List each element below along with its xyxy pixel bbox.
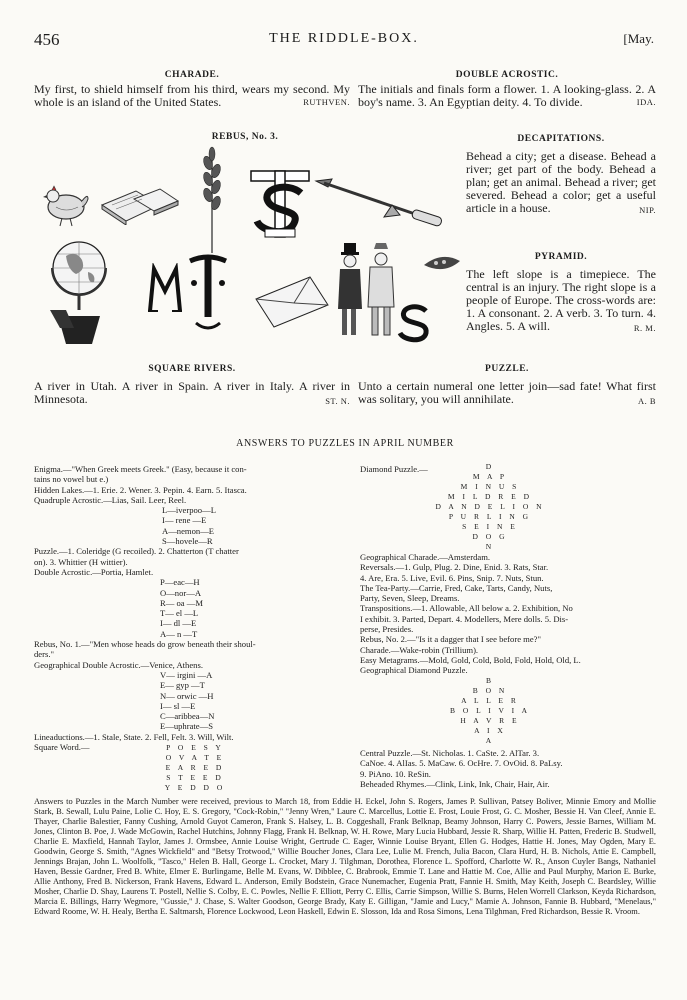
answer-line: 9. PiAno. 10. ReSin. xyxy=(360,768,431,779)
answer-line: Easy Metagrams.—Mold, Gold, Cold, Bold, Fold, Hold, Old, L. xyxy=(360,654,581,665)
answer-line: C—aribbea—N xyxy=(160,711,215,722)
answer-line: I— dl —E xyxy=(160,618,197,629)
books-icon xyxy=(98,183,180,225)
answers-title: ANSWERS TO PUZZLES IN APRIL NUMBER xyxy=(236,438,454,449)
answer-line: tains no vowel but e.) xyxy=(34,474,109,485)
answer-line: E—uphrate—S xyxy=(160,721,213,732)
page-number: 456 xyxy=(34,30,60,49)
answer-line: I— rene —E xyxy=(162,515,207,526)
answer-line: R— oa —M xyxy=(160,597,203,608)
decapitations-signature: NIP. xyxy=(639,205,656,215)
diamond-label: Diamond Puzzle.— xyxy=(360,464,428,474)
answer-line: Geographical Diamond Puzzle. xyxy=(360,665,468,676)
answer-line: S—hovele—R xyxy=(162,536,213,547)
decapitations-text: Behead a city; get a disease. Behead a river; get part of the body. Behead a plan; get an animal. Behead a river; get severed. Behead a color; get a useful article in a house. xyxy=(466,149,656,215)
puzzle-text: Unto a certain numeral one letter join—sad fate! What first was solitary, you will annihilate. xyxy=(358,379,656,406)
answer-line: Central Puzzle.—St. Nicholas. 1. CaSte. 2. AlTar. 3. xyxy=(360,748,540,758)
answer-line: ders." xyxy=(34,649,54,660)
answer-line: Enigma.—"When Greek meets Greek." (Easy, because it con- xyxy=(34,464,247,474)
page-header xyxy=(34,30,654,52)
running-title: THE RIDDLE-BOX. xyxy=(269,31,419,46)
answer-line: O—nor—A xyxy=(160,587,202,598)
answer-line: I exhibit. 3. Parted, Depart. 4. Modellers, Mere dolls. 5. Dis- xyxy=(360,613,569,624)
answer-line: Charade.—Wake-robin (Trillium). xyxy=(360,644,479,655)
answer-line: Geographical Double Acrostic.—Venice, Athens. xyxy=(34,659,203,670)
pyramid-title: PYRAMID. xyxy=(534,252,588,262)
answer-line: A— n —T xyxy=(160,628,198,639)
answer-line: The Tea-Party.—Carrie, Fred, Cake, Tarts, Candy, Nuts, xyxy=(360,582,553,593)
puzzle-signature: A. B xyxy=(637,396,656,406)
answer-line: L—iverpoo—L xyxy=(162,505,216,516)
answer-line: N— orwic —H xyxy=(160,690,214,701)
answer-line: Puzzle.—1. Coleridge (G recoiled). 2. Chatterton (T chatter xyxy=(34,546,239,557)
two-men-icon xyxy=(334,239,402,339)
geographical-diamond-grid: B B O N A L L E R B O L I V I A H A V R E A I X A xyxy=(449,676,531,745)
answer-line: T— el —L xyxy=(160,608,199,619)
double-acrostic-text: The initials and finals form a flower. 1. A looking-glass. 2. A boy's name. 3. An Egyptian deity. 4. To divide. xyxy=(358,82,656,109)
pyramid-text: The left slope is a timepiece. The central is an injury. The right slope is a people of Europe. The cross-words are: 1. A consonant. 2. A verb. 3. To turn. 4. Angles. 5. A will. xyxy=(466,267,656,333)
answers-right-lines xyxy=(360,552,656,676)
envelope-icon xyxy=(252,273,332,329)
answer-line: CaNoe. 4. AlIas. 5. MaCaw. 6. OcHre. 7. OvOid. 8. PaLsy. xyxy=(360,758,563,769)
pea-pod-icon xyxy=(422,253,462,275)
square-rivers-puzzle xyxy=(34,364,350,408)
answer-line: Transpositions.—1. Allowable, All below a. 2. Exhibition, No xyxy=(360,603,573,614)
answer-line: Geographical Charade.—Amsterdam. xyxy=(360,552,491,562)
hen-icon xyxy=(42,181,90,227)
numeral-puzzle xyxy=(358,364,656,408)
wheat-icon xyxy=(200,145,224,255)
double-acrostic-signature: IDA. xyxy=(636,97,656,107)
square-rivers-title: SQUARE RIVERS. xyxy=(148,364,236,374)
answer-line: 4. Are, Era. 5. Live, Evil. 6. Pins, Snip. 7. Nuts, Stun. xyxy=(360,572,544,583)
answer-line: Double Acrostic.—Portia, Hamlet. xyxy=(34,566,154,577)
charade-text: My first, to shield himself from his third, wears my second. My whole is an island of the United States. xyxy=(34,82,350,109)
answers-right-end xyxy=(360,748,656,789)
answer-line: A—nemon—E xyxy=(162,525,215,536)
square-rivers-text: A river in Utah. A river in Spain. A river in Italy. A river in Minnesota. xyxy=(34,379,350,406)
m-monogram-icon xyxy=(146,263,184,315)
answer-line: on). 3. Whittier (H wittier). xyxy=(34,556,128,567)
answer-line: Square Word.— xyxy=(34,742,90,753)
s-letter-icon xyxy=(396,303,432,343)
double-acrostic-puzzle xyxy=(358,70,656,109)
answer-line: Beheaded Rhymes.—Clink, Link, Ink, Chair, Hair, Air. xyxy=(360,778,550,789)
rebus-title: REBUS, No. 3. xyxy=(211,132,279,142)
decapitations-puzzle xyxy=(466,134,656,217)
rebus-illustration xyxy=(34,143,462,353)
answer-line: E— gyp —T xyxy=(160,680,205,691)
globe-icon xyxy=(44,236,114,346)
answer-line: Reversals.—1. Gulp, Plug. 2. Dine, Enid. 3. Rats, Star. xyxy=(360,562,549,573)
answer-line: Hidden Lakes.—1. Erie. 2. Wener. 3. Pepin. 4. Earn. 5. Itasca. xyxy=(34,484,247,495)
charade-signature: RUTHVEN. xyxy=(303,97,350,107)
double-acrostic-title: DOUBLE ACROSTIC. xyxy=(455,70,559,80)
pyramid-puzzle xyxy=(466,252,656,335)
answer-line: Lineaductions.—1. Stale, State. 2. Fell, Felt. 3. Will, Wilt. xyxy=(34,731,234,742)
puzzle-title: PUZZLE. xyxy=(485,364,529,374)
square-word-grid: P O E S Y O V A T E E A R E D S T E E D Y E D D O xyxy=(164,743,226,792)
answer-line: perse, Presides. xyxy=(360,624,414,635)
answer-line: Rebus, No. 2.—"Is it a dagger that I see before me?" xyxy=(360,634,541,645)
ts-monogram-icon xyxy=(247,167,313,239)
decapitations-title: DECAPITATIONS. xyxy=(517,134,605,144)
answer-line: P—eac—H xyxy=(160,577,200,588)
march-solvers-paragraph: Answers to Puzzles in the March Number were received, previous to March 18, from Eddie H. Eckel, John S. Rogers, James P. Sullivan, Patsey Boliver, Minnie Emory and Mollie Stark, B. Sewall, Lulu Paine, Lolie C. Hoy, E. S. Gregory, "Cock-Robin," "Jenny Wren," Laure C. Marcellus, Lottie E. Frost, Louie Frost, G. C. Mosher, Bessie H. Van Cleef, Annie E. Thayer, Charlie Balestier, Fanny Cushing, Arnold Guyot Cameron, Frank S. Halsey, L. B. Coggeshall, Frank Belknap, Beamy Johnson, Harry C. Powers, Jessie Barnes, William M. Jones, Clinton B. Poe, J. Wade McGowin, Rachel Hutchins, Johnny Flagg, Frank H. Belknap, W. H. Rowe, Mary Lucia Hubbard, Jessie R. Sharp, Willie H. Patten, Frederic B. Studwell, Charlie E. Maxfield, Hannah Taylor, James J. Ormsbee, Annie Louise Wright, Gertrude C. Eager, Winnie Louise Bryant, Ellen G. Hodges, Hattie H. Jones, May Ogden, Mary E. Goodwin, George S. Smith, "Agnes Wickfield" and "Betsy Trotwood," Willie Boucher Jones, Clara Lee, Lulie M. French, Julia Bacon, Clara Hurd, H. B. Nichols, Attie E. Campbell, Jennings Brajan, John L. Woolfolk, "Tasco," Helen B. Hall, George L. Crocket, Mary J. Tilghman, Dorothea, Florence L. Spofford, Charlotte W. R., Anson Cuyler Bangs, Nathaniel Haven, Bessie Gardner, Fred B. White, Elmer E. Burlingame, Belle M. Evans, W. Dibblee, C. Brabrook, Emmie T. Lane and Hattie M. Coe, Allie and Paul Murphy, Marion E. Burke, Allie Anthony, Fred B. Nickerson, Frank Havens, Edward L. Anderson, Emily Bodstein, Grace Nunemacher, Eugenia Pratt, Fannie H. Smith, May Keith, Joseph C. Beardsley, Willie Mosher, Charlie D. Shay, Laurens T. Postell, Nellie S. Colby, E. C. Powles, Nellie F. Elliott, Perry C. Ellis, Carrie Simpson, Willie S. Burns, Helen Worrell Clarkson, Keyda Richardson, Marcia E. Billings, Harry Wegmore, "Gussie," J. Chase, S. Walter Goodson, George Brady, Katy E. Gilligan, "Jamie and Lucy," Mamie A. Johnson, Fannie B. Hubbard, "Menelaus," Edward Roome, W. H. Healy, Bertha E. Saltmarsh, Florence Lockwood, Leon Haskell, Edwin E. Slosson, Ida and Rosa Simons, Lena Tilghman, Fred Richardson, Bessie R. Vroom. xyxy=(34,797,656,916)
answer-line: Rebus, No. 1.—"Men whose heads do grow beneath their shoul- xyxy=(34,639,256,650)
answer-line: I— sl —E xyxy=(160,700,196,711)
pyramid-signature: R. M. xyxy=(633,323,656,333)
answer-line: Quadruple Acrostic.—Lias, Sail. Leer, Reel. xyxy=(34,494,187,505)
header-month: [May. xyxy=(623,31,654,46)
t-monogram-icon xyxy=(186,253,230,331)
answer-line: Party, Seven, Sleep, Dreams. xyxy=(360,593,460,604)
answers-left-column xyxy=(34,464,346,752)
diamond-puzzle-grid: D M A P M I N U S M I L D R E D D A N D E L I O N P U R L I N G S E I N E D O G N xyxy=(435,462,545,551)
charade-title: CHARADE. xyxy=(164,70,220,80)
hoe-icon xyxy=(314,177,452,227)
charade-puzzle xyxy=(34,70,350,109)
answer-line: V— irgini —A xyxy=(160,669,213,680)
square-rivers-signature: ST. N. xyxy=(325,396,350,406)
